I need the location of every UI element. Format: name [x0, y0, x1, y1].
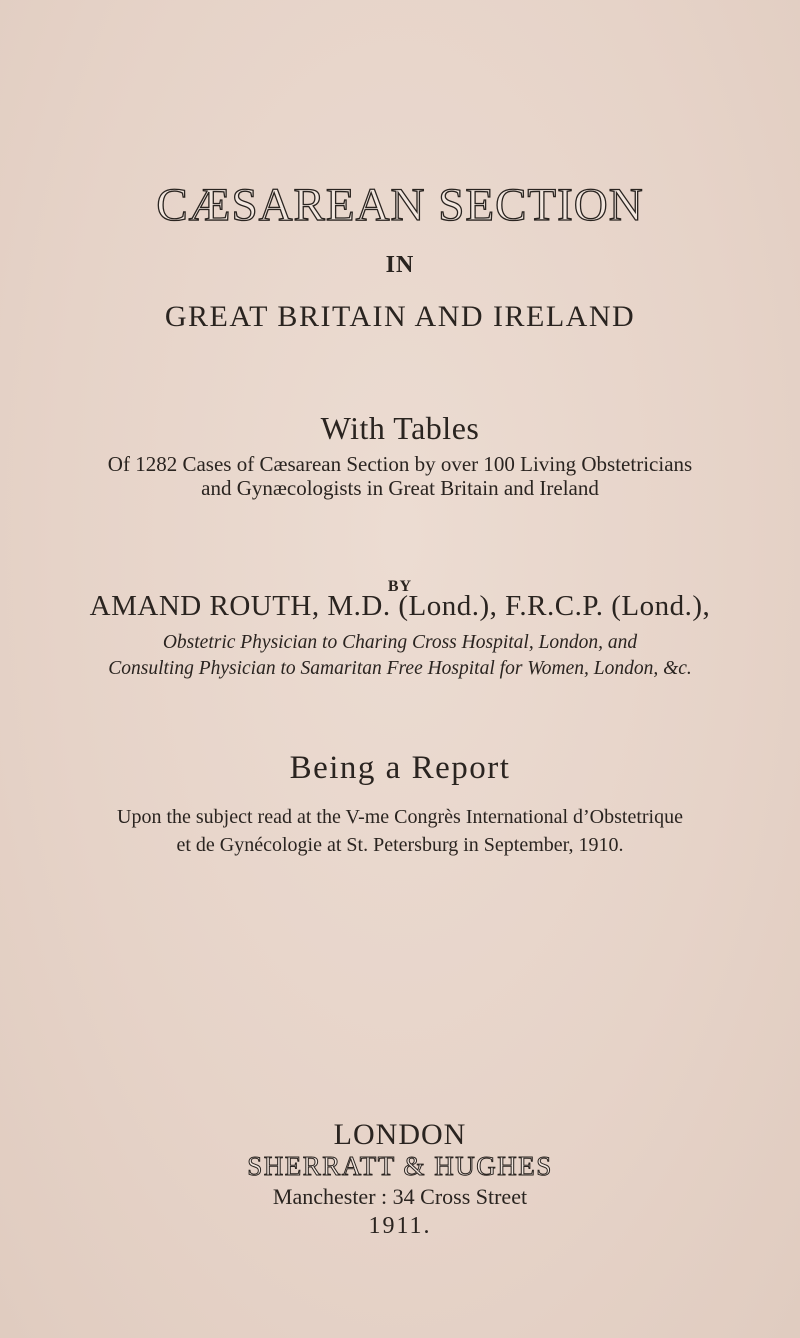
in-word: IN: [385, 252, 415, 278]
cases-line-1: Of 1282 Cases of Cæsarean Section by over 100 Living Obstetricians: [107, 452, 693, 476]
main-title: CÆSAREAN SECTION: [156, 179, 644, 231]
author-position-line-2: Consulting Physician to Samaritan Free Hospital for Women, London, &c.: [108, 658, 692, 679]
report-subject-line-1: Upon the subject read at the V-me Congrès International d’Obstetrique: [117, 806, 683, 828]
author-position-line-1: Obstetric Physician to Charing Cross Hospital, London, and: [162, 632, 638, 653]
report-subject-line-2: et de Gynécologie at St. Petersburg in September, 1910.: [176, 834, 624, 856]
publisher-city: LONDON: [333, 1118, 467, 1151]
publication-year: 1911.: [368, 1213, 432, 1239]
publisher-address: Manchester : 34 Cross Street: [272, 1184, 528, 1209]
by-word: BY: [387, 578, 413, 595]
cases-line-2: and Gynæcologists in Great Britain and Ireland: [201, 476, 599, 500]
author-name: AMAND ROUTH, M.D. (Lond.), F.R.C.P. (Lond.),: [89, 590, 711, 622]
location-title: GREAT BRITAIN AND IRELAND: [164, 300, 636, 333]
tables-heading: With Tables: [320, 410, 480, 446]
report-heading: Being a Report: [289, 750, 511, 786]
publisher-name: SHERRATT & HUGHES: [247, 1151, 553, 1181]
